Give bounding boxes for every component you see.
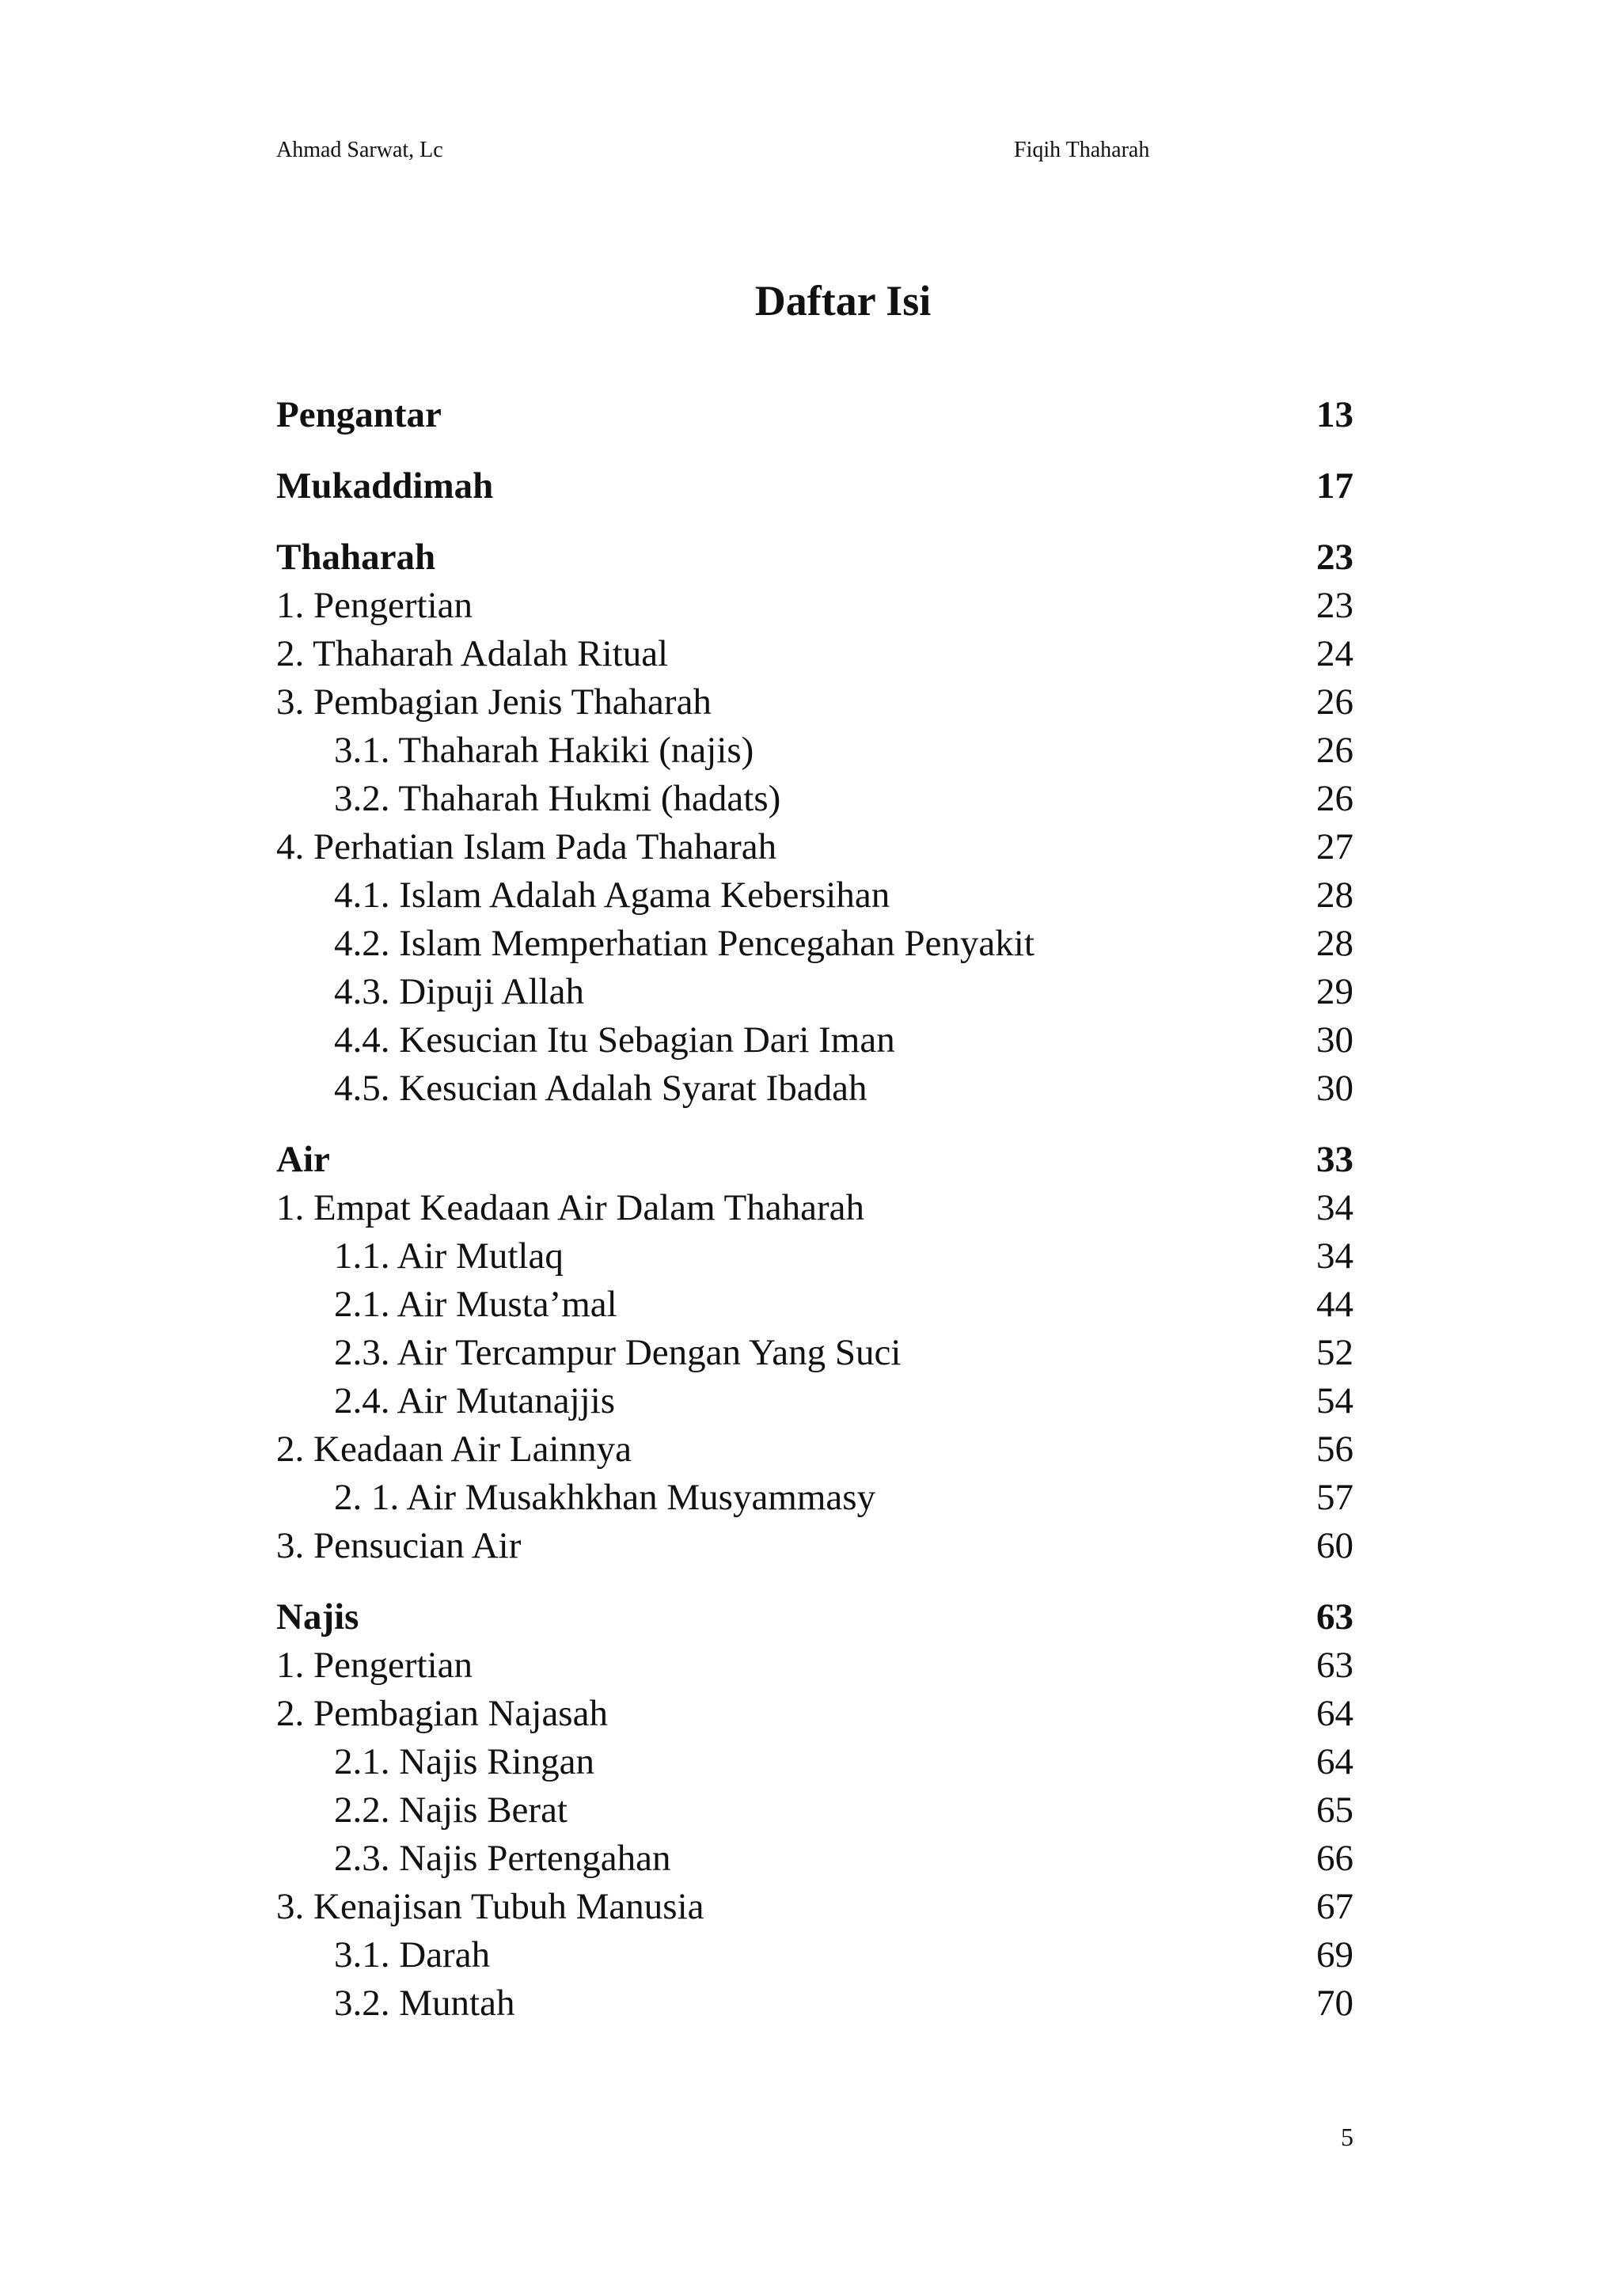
toc-subsection-row [276,1474,1353,1522]
page-number: 5 [1341,2123,1353,2151]
toc-entry-label: 1. Pengertian [276,1645,473,1686]
toc-entry-page: 26 [1316,681,1353,723]
toc-chapter-row [276,1136,1353,1184]
toc-subsection-row [276,1065,1353,1113]
toc-entry-label: 2.3. Najis Pertengahan [334,1838,671,1879]
table-of-contents [276,391,1353,2028]
toc-subsection-row [276,968,1353,1016]
toc-entry-label: 4.1. Islam Adalah Agama Kebersihan [334,875,890,916]
toc-entry-label: 2.4. Air Mutanajjis [334,1380,616,1421]
toc-entry-page: 34 [1316,1187,1353,1228]
toc-section-row [276,1641,1353,1690]
toc-subsection-row [276,920,1353,968]
toc-entry-page: 26 [1316,730,1353,771]
toc-entry-label: 3.2. Thaharah Hukmi (hadats) [334,778,781,819]
toc-subsection-row [276,727,1353,775]
toc-entry-label: 3. Pembagian Jenis Thaharah [276,681,712,723]
toc-entry-label: 2. Keadaan Air Lainnya [276,1429,632,1470]
toc-entry-page: 60 [1316,1525,1353,1566]
toc-entry-label: Mukaddimah [276,465,494,507]
toc-entry-label: 3. Pensucian Air [276,1525,522,1566]
toc-subsection-row [276,1281,1353,1329]
toc-entry-page: 33 [1316,1139,1353,1180]
toc-entry-page: 34 [1316,1235,1353,1277]
toc-entry-page: 70 [1316,1983,1353,2024]
toc-entry-label: 2. 1. Air Musakhkhan Musyammasy [334,1477,876,1518]
toc-entry-page: 28 [1316,875,1353,916]
toc-entry-label: 2.3. Air Tercampur Dengan Yang Suci [334,1332,902,1373]
toc-entry-label: 2. Thaharah Adalah Ritual [276,633,669,674]
toc-entry-page: 63 [1316,1645,1353,1686]
toc-chapter-row [276,1593,1353,1641]
toc-entry-label: 4.3. Dipuji Allah [334,971,584,1012]
toc-subsection-row [276,1016,1353,1065]
toc-entry-label: 4.4. Kesucian Itu Sebagian Dari Iman [334,1019,895,1061]
toc-subsection-row [276,1835,1353,1883]
toc-entry-page: 56 [1316,1429,1353,1470]
toc-entry-page: 17 [1316,465,1353,507]
toc-section-row [276,1425,1353,1474]
toc-entry-page: 44 [1316,1284,1353,1325]
toc-chapter-row [276,391,1353,439]
toc-section-row [276,630,1353,678]
toc-entry-label: 1. Empat Keadaan Air Dalam Thaharah [276,1187,865,1228]
header-author: Ahmad Sarwat, Lc [276,138,443,162]
toc-section-row [276,1184,1353,1232]
toc-entry-page: 63 [1316,1596,1353,1638]
toc-entry-page: 65 [1316,1789,1353,1831]
toc-entry-label: Pengantar [276,394,442,435]
toc-entry-page: 28 [1316,923,1353,964]
page-title: Daftar Isi [754,277,932,324]
toc-entry-page: 30 [1316,1068,1353,1109]
toc-entry-page: 66 [1316,1838,1353,1879]
toc-entry-page: 13 [1316,394,1353,435]
toc-entry-label: 3.2. Muntah [334,1983,515,2024]
toc-entry-label: 2.2. Najis Berat [334,1789,568,1831]
toc-subsection-row [276,1786,1353,1835]
toc-entry-label: 4.2. Islam Memperhatian Pencegahan Penyakit [334,923,1034,964]
toc-entry-page: 23 [1316,537,1353,578]
toc-section-row [276,823,1353,871]
toc-entry-label: 2.1. Najis Ringan [334,1741,594,1782]
toc-chapter-row [276,462,1353,510]
toc-subsection-row [276,871,1353,920]
toc-section-row [276,582,1353,630]
toc-subsection-row [276,1377,1353,1425]
toc-entry-page: 54 [1316,1380,1353,1421]
toc-entry-label: 2.1. Air Musta’mal [334,1284,617,1325]
toc-entry-page: 24 [1316,633,1353,674]
toc-entry-label: Air [276,1139,330,1180]
toc-entry-page: 26 [1316,778,1353,819]
toc-subsection-row [276,1979,1353,2028]
toc-subsection-row [276,775,1353,823]
toc-entry-label: 4. Perhatian Islam Pada Thaharah [276,826,777,867]
toc-entry-label: 1. Pengertian [276,585,473,626]
toc-entry-label: 1.1. Air Mutlaq [334,1235,564,1277]
toc-entry-page: 69 [1316,1934,1353,1975]
toc-section-row [276,1690,1353,1738]
toc-section-row [276,678,1353,727]
toc-entry-page: 52 [1316,1332,1353,1373]
toc-entry-label: 2. Pembagian Najasah [276,1693,608,1734]
toc-section-row [276,1522,1353,1570]
toc-entry-label: 4.5. Kesucian Adalah Syarat Ibadah [334,1068,867,1109]
toc-entry-label: Najis [276,1596,359,1638]
toc-entry-page: 29 [1316,971,1353,1012]
toc-entry-page: 67 [1316,1886,1353,1927]
toc-entry-label: 3.1. Darah [334,1934,491,1975]
toc-chapter-row [276,533,1353,582]
toc-subsection-row [276,1931,1353,1979]
running-header [276,135,1175,166]
toc-entry-page: 30 [1316,1019,1353,1061]
toc-subsection-row [276,1232,1353,1281]
toc-entry-page: 64 [1316,1741,1353,1782]
toc-entry-label: Thaharah [276,537,436,578]
toc-subsection-row [276,1738,1353,1786]
toc-subsection-row [276,1329,1353,1377]
header-book-title: Fiqih Thaharah [1014,138,1150,162]
toc-entry-page: 27 [1316,826,1353,867]
toc-entry-label: 3. Kenajisan Tubuh Manusia [276,1886,704,1927]
toc-entry-label: 3.1. Thaharah Hakiki (najis) [334,730,754,771]
toc-entry-page: 64 [1316,1693,1353,1734]
toc-section-row [276,1883,1353,1931]
toc-entry-page: 23 [1316,585,1353,626]
toc-entry-page: 57 [1316,1477,1353,1518]
